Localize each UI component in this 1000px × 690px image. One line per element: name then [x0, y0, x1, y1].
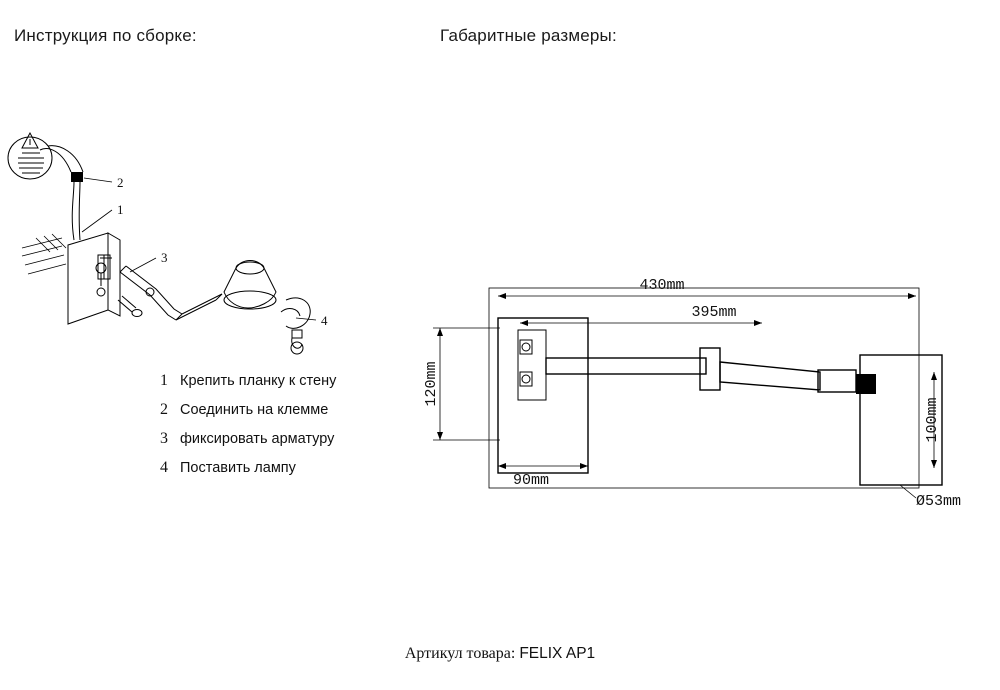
list-item — [160, 401, 420, 419]
dimension-90mm: 90mm — [512, 472, 550, 489]
socket-tube — [98, 255, 110, 279]
assembly-instructions-title: Инструкция по сборке: — [14, 26, 197, 45]
step-text: фиксировать арматуру — [180, 431, 335, 447]
wall-plate-shape — [68, 233, 120, 324]
step-number: 2 — [160, 401, 168, 418]
dimensions-title: Габаритные размеры: — [440, 26, 617, 45]
list-item — [160, 430, 420, 448]
assembly-step-list — [160, 372, 420, 488]
callout-3-label: 3 — [161, 250, 168, 265]
step-number: 3 — [160, 430, 168, 447]
wall-hatching — [22, 234, 66, 274]
step-text: Крепить планку к стену — [180, 373, 337, 389]
dimension-120mm: 120mm — [423, 361, 440, 407]
list-item — [160, 372, 420, 390]
dimension-100mm: 100mm — [924, 397, 941, 443]
article-code: FELIX AP1 — [519, 645, 596, 662]
step-text: Поставить лампу — [180, 460, 296, 476]
step-text: Соединить на клемме — [180, 402, 329, 418]
lamp-arm — [120, 266, 222, 320]
power-cable — [40, 146, 83, 240]
step-number: 1 — [160, 372, 168, 389]
terminal-block-detail — [8, 133, 52, 179]
dimension-395mm: 395mm — [691, 304, 737, 321]
callout-leaders — [82, 178, 316, 320]
dimension-430mm: 430mm — [639, 277, 685, 294]
lamp-shade — [224, 261, 276, 310]
callout-4-label: 4 — [321, 313, 328, 328]
dimension-drawing — [423, 277, 961, 510]
callout-2-label: 2 — [117, 175, 124, 190]
article-label: Артикул товара: — [404, 645, 516, 662]
step-number: 4 — [160, 459, 168, 476]
list-item — [160, 459, 420, 477]
mounting-screws — [96, 258, 142, 317]
light-bulb — [281, 298, 310, 354]
dimension-diameter-53mm: Ø53mm — [916, 493, 962, 510]
product-article-footer — [0, 645, 1000, 663]
callout-1-label: 1 — [117, 202, 124, 217]
